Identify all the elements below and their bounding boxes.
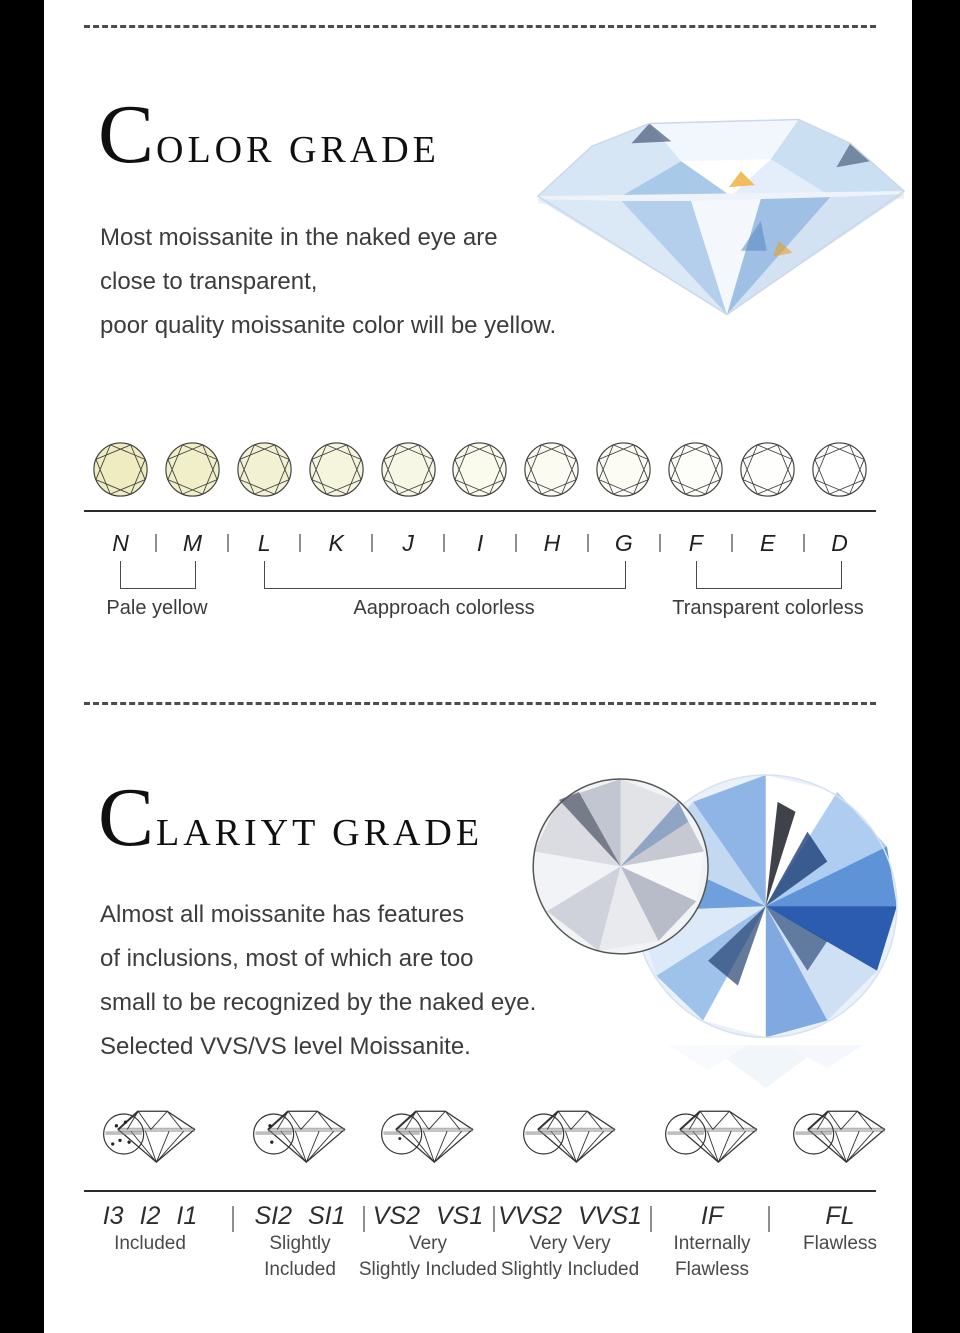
grade-codes: I3 I2 I1 [102,1202,198,1230]
clarity-photo [528,772,910,1090]
clarity-gem-icon [790,1102,890,1166]
range-bracket-transparent-colorless [696,561,842,589]
separator [796,534,811,552]
separator [149,534,164,552]
clarity-gem-icon [378,1102,478,1166]
round-gem-icon [380,441,437,498]
paragraph-line: close to transparent, [100,268,318,295]
paragraph-line: small to be recognized by the naked eye. [100,989,537,1016]
grade-letter: N [112,529,129,556]
color-gem-row [92,440,868,498]
heading-rest: OLOR GRADE [156,129,440,171]
round-gem-icon [739,441,796,498]
separator [650,1206,652,1232]
round-gem-icon [308,441,365,498]
range-label: Transparent colorless [672,597,864,619]
separator [652,534,667,552]
range-label: Pale yellow [106,597,208,619]
round-gem-icon [236,441,293,498]
round-gem-icon [523,441,580,498]
grade-codes: FL [825,1202,855,1230]
grade-label: Flawless [675,1259,749,1280]
grade-letter: E [759,529,776,556]
separator [232,1206,234,1232]
range-bracket-approach-colorless [264,561,626,589]
grade-codes: VS2 VS1 [372,1202,484,1230]
clarity-group-flawless [803,1202,877,1257]
color-grade-heading [98,88,440,181]
grade-letter: L [257,529,271,556]
grade-codes: SI2 SI1 [254,1202,346,1230]
separator [363,1206,365,1232]
grade-label: Very Very [529,1233,611,1254]
grade-label: Very [408,1233,448,1254]
clarity-group-internally-flawless [673,1202,750,1283]
rule-under-gems [84,510,876,512]
paragraph-line: poor quality moissanite color will be yellow. [100,312,557,339]
separator [365,534,380,552]
clarity-gem-icon [100,1102,200,1166]
clarity-grade-paragraph [100,893,536,1069]
grade-letter: K [328,529,344,556]
separator [724,534,739,552]
color-grade-paragraph [100,216,556,348]
right-black-bar [912,0,960,1333]
clarity-group-included [95,1202,206,1257]
round-gem-icon [164,441,221,498]
round-gem-icon [667,441,724,498]
round-gem-icon [595,441,652,498]
grade-label: Included [114,1233,186,1254]
rule-under-clarity-gems [84,1190,876,1192]
grade-label: Included [264,1259,336,1280]
dashed-divider-middle [84,702,876,705]
separator [437,534,452,552]
paragraph-line: Selected VVS/VS level Moissanite. [100,1033,471,1060]
grade-letter: G [614,529,633,556]
separator [580,534,595,552]
round-gem-icon [811,441,868,498]
grade-codes: IF [700,1202,724,1230]
round-gem-icon [451,441,508,498]
paragraph-line: Almost all moissanite has features [100,901,465,928]
grade-codes: VVS2 VVS1 [498,1202,642,1230]
separator [221,534,236,552]
grade-letter: M [182,529,202,556]
grade-label: Slightly Included [500,1259,640,1280]
left-black-bar [0,0,44,1333]
diamond-photo [532,100,910,322]
range-bracket-pale-yellow [120,561,196,589]
separator [493,1206,495,1232]
clarity-group-very-very-slightly-included [490,1202,650,1283]
clarity-gem-icon [662,1102,762,1166]
heading-initial: C [98,771,157,864]
heading-rest: LARIYT GRADE [156,812,484,854]
clarity-gem-icon [520,1102,620,1166]
grade-letter: I [476,529,484,556]
dashed-divider-top [84,25,876,28]
grade-label: Internally [673,1233,751,1254]
grade-letter: D [831,529,848,556]
clarity-group-slightly-included [246,1202,353,1283]
round-gem-icon [92,441,149,498]
separator [768,1206,770,1232]
paragraph-line: of inclusions, most of which are too [100,945,474,972]
separator [293,534,308,552]
clarity-gem-icon [250,1102,350,1166]
grade-letter: H [543,529,561,556]
clarity-grade-heading [98,771,484,864]
grade-label: Slightly [269,1233,331,1254]
grade-label: Flawless [803,1233,877,1254]
range-label: Aapproach colorless [353,597,535,619]
grade-letter: J [402,529,414,556]
grade-letter: F [688,529,703,556]
heading-initial: C [98,88,157,181]
separator [509,534,524,552]
paragraph-line: Most moissanite in the naked eye are [100,224,498,251]
clarity-group-very-slightly-included [359,1202,497,1283]
color-letter-row [92,527,868,559]
grade-label: Slightly Included [358,1259,498,1280]
